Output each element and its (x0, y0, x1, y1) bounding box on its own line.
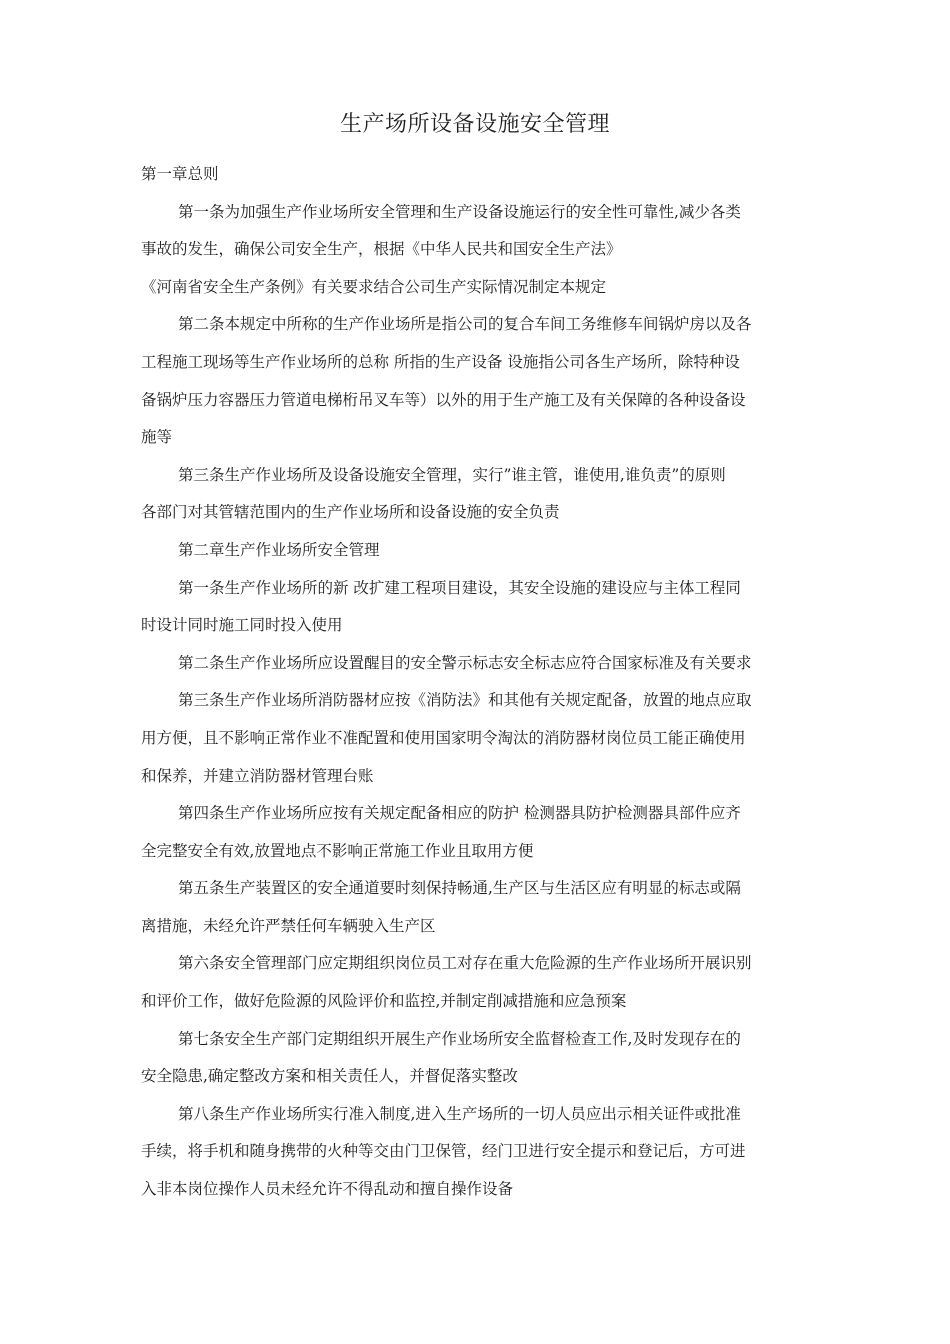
paragraph-line: 第一条生产作业场所的新 改扩建工程项目建设，其安全设施的建设应与主体工程同 (178, 578, 741, 597)
article-1-1 (141, 194, 811, 307)
paragraph-line: 入非本岗位操作人员未经允许不得乱动和擅自操作设备 (141, 1180, 514, 1199)
document-body (141, 156, 811, 1209)
paragraph-line: 时设计同时施工同时投入使用 (141, 616, 343, 635)
paragraph-line: 第二条生产作业场所应设置醒目的安全警示标志安全标志应符合国家标准及有关要求 (178, 653, 752, 672)
paragraph-line: 全完整安全有效,放置地点不影响正常施工作业且取用方便 (141, 841, 534, 860)
article-2-6 (141, 945, 811, 1020)
article-2-3 (141, 682, 811, 795)
paragraph-line: 和保养，并建立消防器材管理台账 (141, 766, 374, 785)
paragraph-line: 用方便，且不影响正常作业不准配置和使用国家明令淘汰的消防器材岗位员工能正确使用 (141, 728, 746, 747)
paragraph-line: 《河南省安全生产条例》有关要求结合公司生产实际情况制定本规定 (141, 277, 607, 296)
article-2-2 (141, 645, 811, 683)
chapter-heading-2-text: 第二章生产作业场所安全管理 (178, 540, 380, 559)
chapter-heading-2 (141, 532, 811, 570)
paragraph-line: 安全隐患,确定整改方案和相关责任人，并督促落实整改 (141, 1067, 518, 1086)
paragraph-line: 第五条生产装置区的安全通道要时刻保持畅通,生产区与生活区应有明显的标志或隔 (178, 879, 741, 898)
paragraph-line: 工程施工现场等生产作业场所的总称 所指的生产设备 设施指公司各生产场所，除特种设 (141, 352, 740, 371)
paragraph-line: 第三条生产作业场所消防器材应按《消防法》和其他有关规定配备，放置的地点应取 (178, 691, 752, 710)
article-2-7 (141, 1021, 811, 1096)
article-2-5 (141, 870, 811, 945)
paragraph-line: 备锅炉压力容器压力管道电梯桁吊叉车等）以外的用于生产施工及有关保障的各种设备设 (141, 390, 746, 409)
paragraph-line: 和评价工作，做好危险源的风险评价和监控,并制定削减措施和应急预案 (141, 992, 627, 1011)
paragraph-line: 第七条安全生产部门定期组织开展生产作业场所安全监督检查工作,及时发现存在的 (178, 1029, 741, 1048)
paragraph-line: 第一条为加强生产作业场所安全管理和生产设备设施运行的安全性可靠性,减少各类 (178, 202, 741, 221)
paragraph-line: 施等 (141, 428, 173, 447)
paragraph-line: 手续，将手机和随身携带的火种等交由门卫保管，经门卫进行安全提示和登记后，方可进 (141, 1142, 746, 1161)
article-1-3 (141, 457, 811, 532)
paragraph-line: 第六条安全管理部门应定期组织岗位员工对存在重大危险源的生产作业场所开展识别 (178, 954, 752, 973)
article-1-2 (141, 306, 811, 456)
paragraph-line: 第二条本规定中所称的生产作业场所是指公司的复合车间工务维修车间锅炉房以及各 (178, 315, 752, 334)
chapter-heading-1 (141, 156, 811, 194)
paragraph-line: 第四条生产作业场所应按有关规定配备相应的防护 检测器具防护检测器具部件应齐 (178, 804, 741, 823)
article-2-4 (141, 795, 811, 870)
paragraph-line: 第八条生产作业场所实行准入制度,进入生产场所的一切人员应出示相关证件或批准 (178, 1104, 741, 1123)
paragraph-line: 事故的发生，确保公司安全生产，根据《中华人民共和国安全生产法》 (141, 240, 622, 259)
chapter-heading-1-text: 第一章总则 (141, 165, 219, 183)
article-2-1 (141, 570, 811, 645)
document-title: 生产场所设备设施安全管理 (339, 112, 610, 137)
paragraph-line: 各部门对其管辖范围内的生产作业场所和设备设施的安全负责 (141, 503, 560, 522)
article-2-8 (141, 1096, 811, 1209)
paragraph-line: 离措施，未经允许严禁任何车辆驶入生产区 (141, 916, 436, 935)
paragraph-line: 第三条生产作业场所及设备设施安全管理，实行”谁主管，谁使用,谁负责”的原则 (178, 465, 726, 484)
